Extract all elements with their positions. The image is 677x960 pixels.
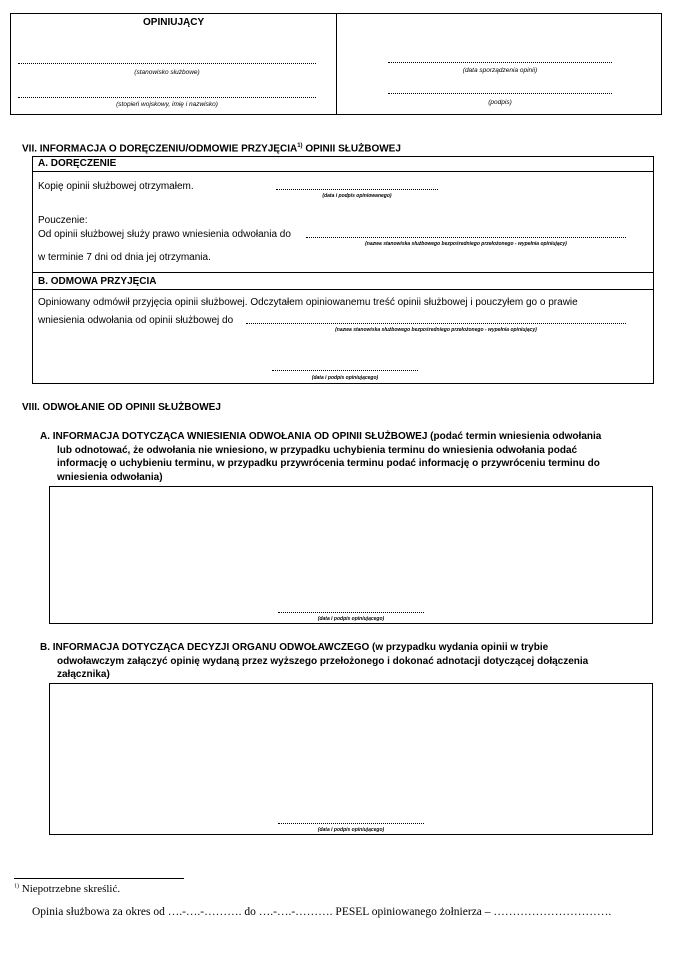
- appeal-a-line4: wniesienia odwołania): [57, 471, 163, 483]
- footnote: [14, 883, 120, 895]
- appeal-b-line2: odwoławczym załączyć opinię wydaną przez wyższego przełożonego i dokonać adnotacji dotyczącej dołączenia: [57, 655, 589, 667]
- delivery-received-dots[interactable]: [276, 189, 438, 190]
- delivery-a-title: A. DORĘCZENIE: [38, 158, 117, 169]
- footer-period-pesel: Opinia służbowa za okres od ….-….-………. do ….-….-………. PESEL opiniowanego żołnierza – ………………………….: [32, 906, 612, 918]
- signature-dots[interactable]: [388, 93, 612, 94]
- delivery-received-text: Kopię opinii służbowej otrzymałem.: [38, 181, 194, 192]
- footnote-marker: 1): [14, 883, 19, 890]
- appeal-b-text: [40, 641, 660, 682]
- refusal-caption: (nazwa stanowiska służbowego bezpośredniego przełożonego - wypełnia opiniujący): [335, 327, 537, 333]
- appeal-b-box[interactable]: [49, 683, 653, 835]
- signature-caption: (podpis): [488, 99, 512, 106]
- appeal-a-signature-caption: (data i podpis opiniującego): [317, 616, 385, 622]
- appeal-a-box[interactable]: [49, 486, 653, 624]
- delivery-received-caption: (data i podpis opiniowanego): [322, 193, 392, 199]
- delivery-box-rule-a: [32, 171, 654, 172]
- appeal-b-signature-dots[interactable]: [278, 823, 424, 824]
- section7-heading-text: VII. INFORMACJA O DORĘCZENIU/ODMOWIE PRZYJĘCIA: [22, 143, 298, 155]
- delivery-box-rule-b: [32, 272, 654, 273]
- appeal-b-line1: B. INFORMACJA DOTYCZĄCA DECYZJI ORGANU ODWOŁAWCZEGO (w przypadku wydania opinii w trybie: [40, 642, 549, 653]
- opiniujacy-divider: [336, 13, 337, 115]
- footnote-ref: 1): [297, 143, 303, 149]
- position-caption: (stanowisko służbowe): [134, 69, 200, 76]
- appeal-a-text: [40, 430, 660, 484]
- opiniujacy-title: OPINIUJĄCY: [143, 17, 205, 28]
- appeal-a-signature-dots[interactable]: [278, 612, 424, 613]
- appeal-b-signature-caption: (data i podpis opiniującego): [317, 827, 385, 833]
- footnote-text: Niepotrzebne skreślić.: [19, 883, 121, 895]
- rank-dots[interactable]: [18, 97, 316, 98]
- appeal-a-line3: informację o uchybieniu terminu, w przypadku przywrócenia terminu podać informację o przywróceniu terminu do: [57, 458, 600, 469]
- section8-heading: VIII. ODWOŁANIE OD OPINII SŁUŻBOWEJ: [22, 402, 221, 413]
- refusal-text-line1: Opiniowany odmówił przyjęcia opinii służbowej. Odczytałem opiniowanemu treść opinii służbowej i pouczyłem go o prawie: [38, 297, 578, 308]
- footnote-rule: [14, 878, 184, 879]
- section7-heading: [22, 143, 401, 154]
- notice-deadline: w terminie 7 dni od dnia jej otrzymania.: [38, 252, 211, 263]
- refusal-signature-caption: (data i podpis opiniującego): [311, 375, 379, 381]
- refusal-dots[interactable]: [246, 323, 626, 324]
- notice-text: Od opinii służbowej służy prawo wniesienia odwołania do: [38, 229, 291, 240]
- delivery-box-rule-b2: [32, 289, 654, 290]
- notice-label: Pouczenie:: [38, 215, 88, 226]
- refusal-text-line2: wniesienia odwołania od opinii służbowej do: [38, 315, 234, 326]
- notice-dots[interactable]: [306, 237, 626, 238]
- notice-caption: (nazwa stanowiska służbowego bezpośredniego przełożonego - wypełnia opiniujący): [365, 241, 567, 247]
- rank-caption: (stopień wojskowy, imię i nazwisko): [116, 101, 218, 108]
- refusal-b-title: B. ODMOWA PRZYJĘCIA: [38, 276, 157, 287]
- position-dots[interactable]: [18, 63, 316, 64]
- date-caption: (data sporządzenia opinii): [462, 67, 538, 74]
- appeal-a-line2: lub odnotować, że odwołania nie wniesiono, w przypadku uchybienia terminu do wniesienia odwołania podać: [57, 444, 578, 456]
- section7-heading-tail: OPINII SŁUŻBOWEJ: [302, 143, 401, 155]
- date-dots[interactable]: [388, 62, 612, 63]
- appeal-b-line3: załącznika): [57, 669, 110, 680]
- appeal-a-line1: A. INFORMACJA DOTYCZĄCA WNIESIENIA ODWOŁANIA OD OPINII SŁUŻBOWEJ (podać termin wniesienia odwołania: [40, 431, 602, 442]
- refusal-signature-dots[interactable]: [272, 370, 418, 371]
